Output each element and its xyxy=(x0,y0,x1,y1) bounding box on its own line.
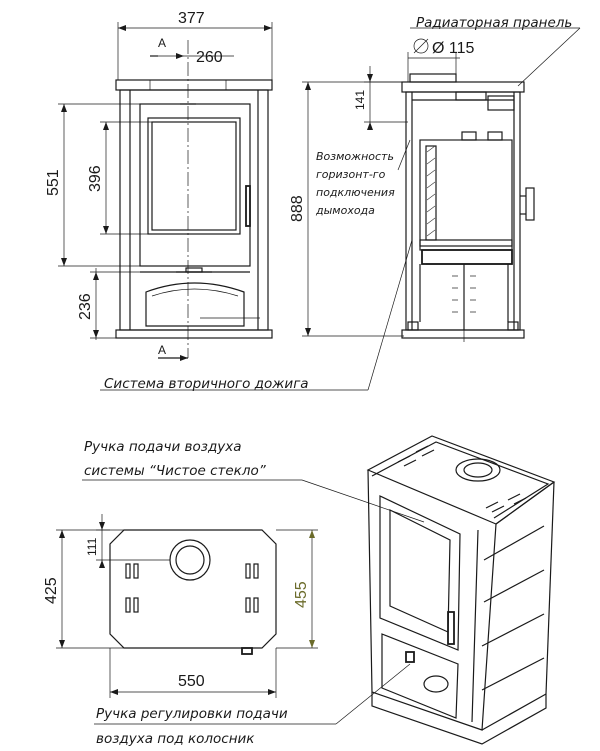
base-slots xyxy=(126,564,258,612)
label-horizontal-flue-3: подключения xyxy=(316,186,395,199)
label-secondary-burn: Система вторичного дожига xyxy=(104,376,309,392)
isometric-view xyxy=(302,436,554,744)
label-horizontal-flue-2: горизонт-го xyxy=(316,168,386,181)
label-grate-air-1: Ручка регулировки подачи xyxy=(96,706,288,722)
section-mark-bottom: A xyxy=(158,343,167,357)
label-horizontal-flue-1: Возможность xyxy=(316,150,394,163)
dim-glass-height: 396 xyxy=(87,165,104,192)
dim-base-width: 550 xyxy=(178,673,205,690)
section-mark-top: A xyxy=(158,36,167,50)
dim-flue-diameter: Ø 115 xyxy=(432,40,475,57)
dim-base-flue-offset: 111 xyxy=(85,537,99,556)
dim-total-height: 888 xyxy=(289,195,306,222)
dim-base-side: 455 xyxy=(293,581,310,608)
label-clean-glass-2: системы “Чистое стекло” xyxy=(84,463,266,479)
dim-flue-offset: 260 xyxy=(196,49,223,66)
label-radiator-grille: Радиаторная пранель xyxy=(416,15,573,31)
dim-base-depth: 425 xyxy=(43,577,60,604)
label-horizontal-flue-4: дымохода xyxy=(316,204,375,217)
label-grate-air-2: воздуха под колосник xyxy=(96,731,255,747)
label-clean-glass-1: Ручка подачи воздуха xyxy=(84,439,242,455)
front-view xyxy=(45,10,272,361)
dim-ash-height: 236 xyxy=(77,293,94,320)
dim-door-height: 551 xyxy=(45,169,62,196)
dim-front-width: 377 xyxy=(178,10,205,27)
firebox-hatching xyxy=(427,146,435,236)
base-plan-view xyxy=(43,514,318,698)
dim-flue-top-offset: 141 xyxy=(353,89,367,110)
